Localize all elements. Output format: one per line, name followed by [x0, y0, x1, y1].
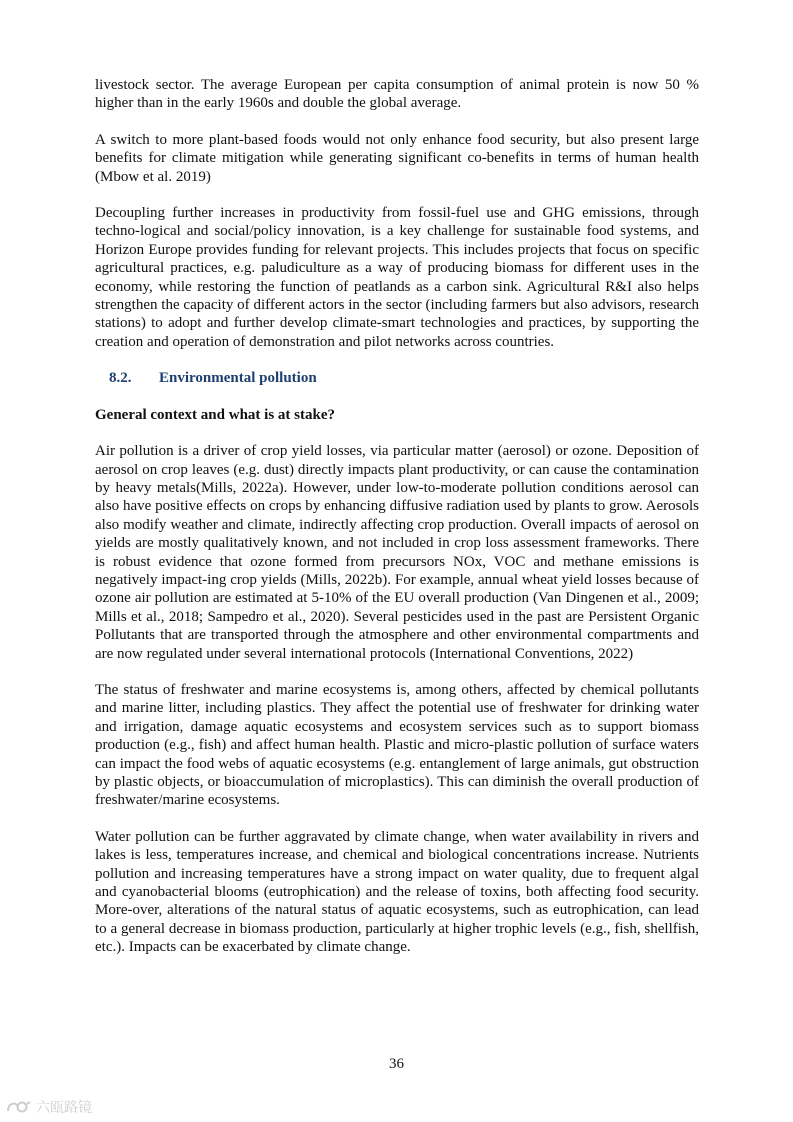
page-number: 36 — [389, 1056, 404, 1072]
paragraph-plant-based-foods: A switch to more plant-based foods would not only enhance food security, but also present large benefits for climate mitigation while generating significant co-benefits in terms of human health (Mbow et al. 2019) — [95, 131, 699, 185]
paragraph-decoupling: Decoupling further increases in productivity from fossil-fuel use and GHG emissions, through techno-logical and social/policy innovation, is a key challenge for sustainable food systems, and Horizon Europe provides funding for relevant projects. This includes projects that focus on specific agricultural practices, e.g. paludiculture as a way of producing biomass for different uses in the economy, while restoring the function of peatlands as a carbon sink. Agricultural R&I also helps strengthen the capacity of different actors in the sector (including farmers but also advisors, research stations) to adopt and further develop climate-smart technologies and practices, by supporting the creation and operation of demonstration and pilot networks across countries. — [95, 205, 699, 350]
section-heading — [95, 369, 699, 387]
document-page — [95, 76, 699, 975]
paragraph-freshwater-marine: The status of freshwater and marine ecosystems is, among others, affected by chemical pollutants and marine litter, including plastics. They affect the potential use of freshwater for drinking water and irrigation, damage aquatic ecosystems and ecosystem services such as to support biomass production (e.g., fish) and affect human health. Plastic and micro-plastic pollution of surface waters can impact the food webs of aquatic ecosystems (e.g. entanglement of large animals, gut obstruction by plastic objects, or bioaccumulation of microplastics). This can diminish the overall production of freshwater/marine ecosystems. — [95, 681, 699, 809]
paragraph-air-pollution: Air pollution is a driver of crop yield losses, via particular matter (aerosol) or ozone. Deposition of aerosol on crop leaves (e.g. dust) directly impacts plant productivity, or can cause the contamination by heavy metals(Mills, 2022a). However, under low-to-moderate pollution conditions aerosol can also have positive effects on crops by enhancing diffusive radiation used by plants to grow. Aerosols also modify weather and climate, indirectly affecting crop production. Overall impacts of aerosol on yields are mostly qualitatively known, and not included in crop loss assessment frameworks. There is robust evidence that ozone formed from precursors NOx, VOC and methane emissions is negatively impact-ing crop yields (Mills, 2022b). For example, annual wheat yield losses because of ozone air pollution are estimated at 5-10% of the EU overall production (Van Dingenen et al., 2009; Mills et al., 2018; Sampedro et al., 2020). Several pesticides used in the past are Persistent Organic Pollutants that are transported through the atmosphere and other environmental compartments and are now regulated under several international protocols (International Conventions, 2022) — [95, 443, 699, 662]
paragraph-water-pollution: Water pollution can be further aggravated by climate change, when water availability in rivers and lakes is less, temperatures increase, and chemical and biological concentrations increase. Nutrients pollution and increasing temperatures have a strong impact on water quality, due to frequent algal and cyanobacterial blooms (eutrophication) and the release of toxins, both affecting food security. More-over, alterations of the natural status of aquatic ecosystems, such as eutrophication, can lead to a general decrease in biomass production, particularly at higher trophic levels (e.g., fish, shellfish, etc.). Impacts can be exacerbated by climate change. — [95, 828, 699, 956]
paragraph-livestock: livestock sector. The average European per capita consumption of animal protein is now 50 % higher than in the early 1960s and double the global average. — [95, 77, 699, 112]
subheading: General context and what is at stake? — [95, 406, 335, 423]
section-title: Environmental pollution — [159, 370, 317, 387]
section-number: 8.2. — [109, 370, 132, 387]
watermark-logo-icon — [6, 1099, 32, 1115]
watermark — [6, 1097, 92, 1117]
watermark-text: 六瓯路镜 — [36, 1100, 92, 1116]
